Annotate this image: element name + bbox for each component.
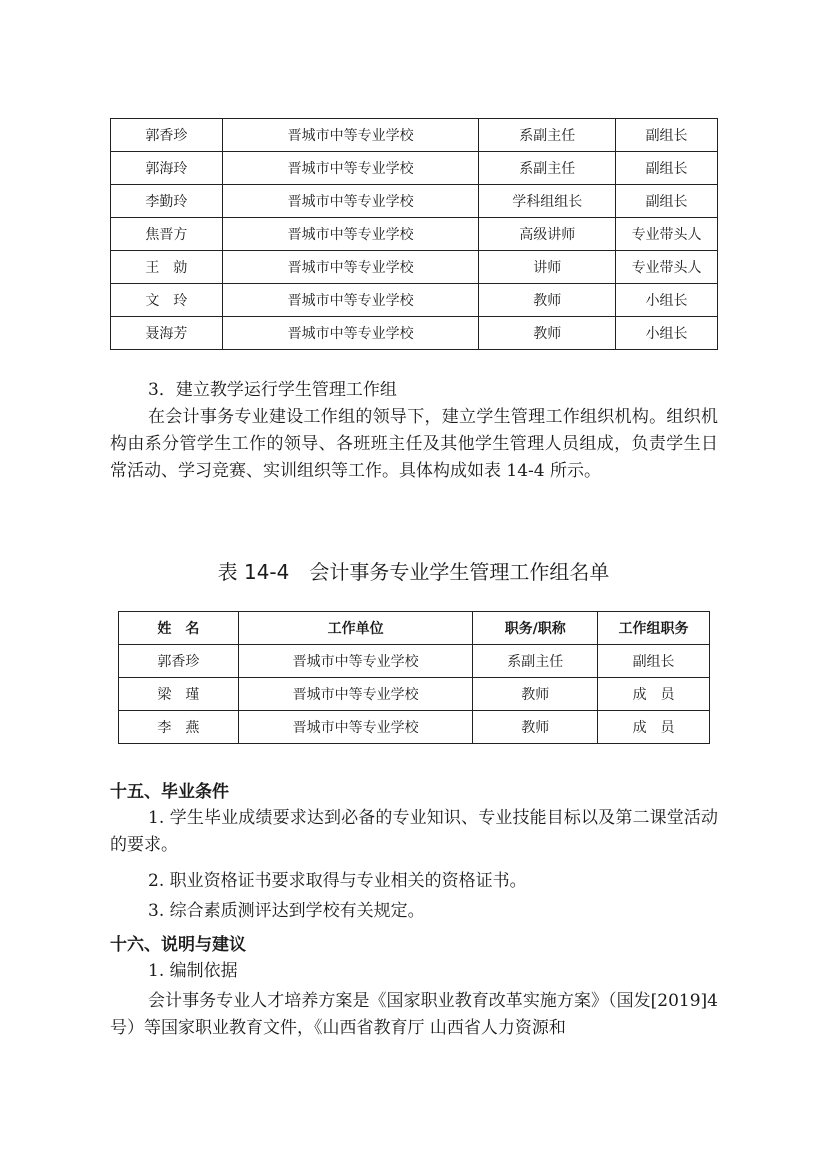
- table-cell: 李 燕: [119, 711, 239, 744]
- section-16-subheading: 1. 编制依据: [148, 961, 238, 981]
- staff-table-body: [111, 119, 718, 350]
- table-cell: 晋城市中等专业学校: [222, 251, 479, 284]
- table-cell: 成 员: [598, 711, 710, 744]
- table-cell: 教师: [479, 317, 616, 350]
- table-cell: 晋城市中等专业学校: [222, 317, 479, 350]
- table-row: [111, 317, 718, 350]
- table-cell: 副组长: [598, 645, 710, 678]
- table-row: [111, 152, 718, 185]
- section-3-body: 在会计事务专业建设工作组的领导下，建立学生管理工作组织机构。组织机构由系分管学生工作的领导、各班班主任及其他学生管理人员组成，负责学生日常活动、学习竞赛、实训组织等工作。具体构成如表 14-4 所示。: [110, 407, 718, 481]
- table-cell: 晋城市中等专业学校: [222, 284, 479, 317]
- table-cell: 晋城市中等专业学校: [238, 711, 473, 744]
- table-title: 表 14-4 会计事务专业学生管理工作组名单: [217, 560, 610, 584]
- table-cell: 专业带头人: [616, 218, 718, 251]
- table-cell: 系副主任: [479, 119, 616, 152]
- table-cell: 副组长: [616, 152, 718, 185]
- table-row: [111, 119, 718, 152]
- column-header-role: 工作组职务: [598, 612, 710, 645]
- column-header-title: 职务/职称: [473, 612, 598, 645]
- table-row: [111, 185, 718, 218]
- section-16-body: 会计事务专业人才培养方案是《国家职业教育改革实施方案》（国发[2019]4 号）等国家职业教育文件，《山西省教育厅 山西省人力资源和: [110, 991, 718, 1038]
- table-cell: 李勤玲: [111, 185, 223, 218]
- table-cell: 教师: [473, 678, 598, 711]
- table-header: [119, 612, 710, 645]
- section-15-item-2: 2. 职业资格证书要求取得与专业相关的资格证书。: [148, 871, 527, 891]
- table-cell: 晋城市中等专业学校: [222, 185, 479, 218]
- table-cell: 系副主任: [473, 645, 598, 678]
- table-cell: 高级讲师: [479, 218, 616, 251]
- table-row: [119, 645, 710, 678]
- table-cell: 系副主任: [479, 152, 616, 185]
- table-cell: 教师: [473, 711, 598, 744]
- table-cell: 副组长: [616, 185, 718, 218]
- table-cell: 晋城市中等专业学校: [238, 678, 473, 711]
- table-cell: 郭海玲: [111, 152, 223, 185]
- table-cell: 教师: [479, 284, 616, 317]
- table-cell: 讲师: [479, 251, 616, 284]
- section-15-item-1: 1. 学生毕业成绩要求达到必备的专业知识、专业技能目标以及第二课堂活动的要求。: [110, 808, 718, 855]
- table-cell: 副组长: [616, 119, 718, 152]
- table-cell: 梁 瑾: [119, 678, 239, 711]
- table-cell: 郭香珍: [119, 645, 239, 678]
- table-cell: 聂海芳: [111, 317, 223, 350]
- table-cell: 晋城市中等专业学校: [222, 119, 479, 152]
- table-row: [119, 711, 710, 744]
- table-cell: 文 玲: [111, 284, 223, 317]
- table-cell: 焦晋方: [111, 218, 223, 251]
- table-cell: 小组长: [616, 317, 718, 350]
- management-table-body: [119, 645, 710, 744]
- table-row: [111, 251, 718, 284]
- table-header-row: [119, 612, 710, 645]
- section-3-heading: 3．建立教学运行学生管理工作组: [148, 380, 397, 400]
- staff-table: [110, 118, 718, 350]
- management-group-table: [118, 611, 710, 744]
- table-cell: 晋城市中等专业学校: [222, 152, 479, 185]
- table-cell: 郭香珍: [111, 119, 223, 152]
- table-cell: 专业带头人: [616, 251, 718, 284]
- section-16-heading: 十六、说明与建议: [110, 935, 246, 955]
- section-15-heading: 十五、毕业条件: [110, 782, 229, 802]
- table-cell: 成 员: [598, 678, 710, 711]
- table-row: [119, 678, 710, 711]
- table-cell: 晋城市中等专业学校: [222, 218, 479, 251]
- section-15-item-3: 3. 综合素质测评达到学校有关规定。: [148, 901, 425, 921]
- table-cell: 小组长: [616, 284, 718, 317]
- column-header-unit: 工作单位: [238, 612, 473, 645]
- table-cell: 学科组组长: [479, 185, 616, 218]
- table-row: [111, 218, 718, 251]
- table-cell: 晋城市中等专业学校: [238, 645, 473, 678]
- column-header-name: 姓 名: [119, 612, 239, 645]
- table-cell: 王 勍: [111, 251, 223, 284]
- table-row: [111, 284, 718, 317]
